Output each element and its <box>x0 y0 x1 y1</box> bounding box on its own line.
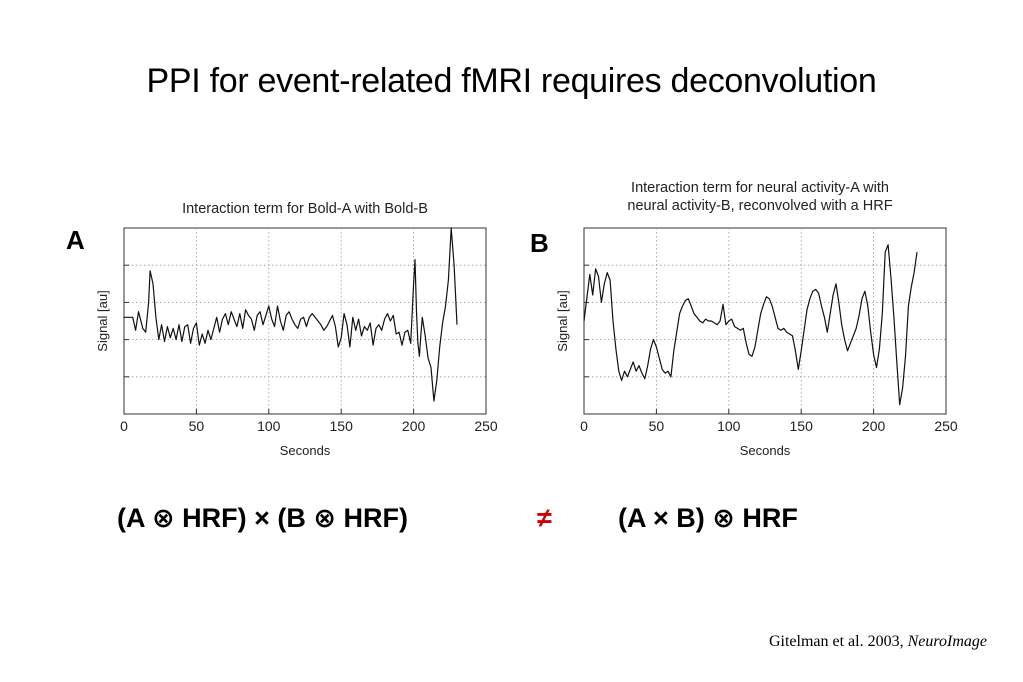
chart-b-ylabel: Signal [au] <box>555 290 570 352</box>
equation-right: (A × B) ⊗ HRF <box>618 503 798 533</box>
chart-b-xtick-label: 0 <box>580 418 588 434</box>
panel-label-b: B <box>530 228 549 258</box>
chart-a-ylabel: Signal [au] <box>95 290 110 352</box>
citation <box>769 633 987 651</box>
chart-b-xtick-label: 250 <box>934 418 958 434</box>
equation-left: (A ⊗ HRF) × (B ⊗ HRF) <box>117 503 408 533</box>
chart-a-xtick-label: 0 <box>120 418 128 434</box>
citation-journal: NeuroImage <box>907 633 987 650</box>
chart-b-xtick-label: 150 <box>789 418 813 434</box>
citation-authors: Gitelman et al. 2003, <box>768 633 904 650</box>
chart-a-xtick-label: 50 <box>188 418 205 434</box>
chart-a-xtick-label: 200 <box>401 418 426 434</box>
chart-b <box>550 222 970 464</box>
panel-label-a: A <box>66 225 85 255</box>
chart-b-title-line-1: Interaction term for neural activity-A with <box>631 180 889 196</box>
chart-b-xtick-label: 50 <box>648 418 665 434</box>
chart-b-xlabel: Seconds <box>739 443 791 458</box>
chart-b-plot-frame <box>584 228 946 414</box>
chart-a-xlabel: Seconds <box>279 443 331 458</box>
slide-title: PPI for event-related fMRI requires deconvolution <box>146 62 877 100</box>
chart-a-title: Interaction term for Bold-A with Bold-B <box>182 201 428 217</box>
chart-b-xtick-label: 200 <box>861 418 886 434</box>
chart-a-xtick-label: 150 <box>329 418 353 434</box>
chart-b-xtick-label: 100 <box>717 418 741 434</box>
chart-b-title-line-2: neural activity-B, reconvolved with a HRF <box>627 198 893 214</box>
chart-a <box>90 222 510 464</box>
not-equal-operator: ≠ <box>537 503 552 533</box>
chart-a-xtick-label: 100 <box>257 418 281 434</box>
chart-a-xtick-label: 250 <box>474 418 498 434</box>
chart-b-title <box>570 179 950 215</box>
